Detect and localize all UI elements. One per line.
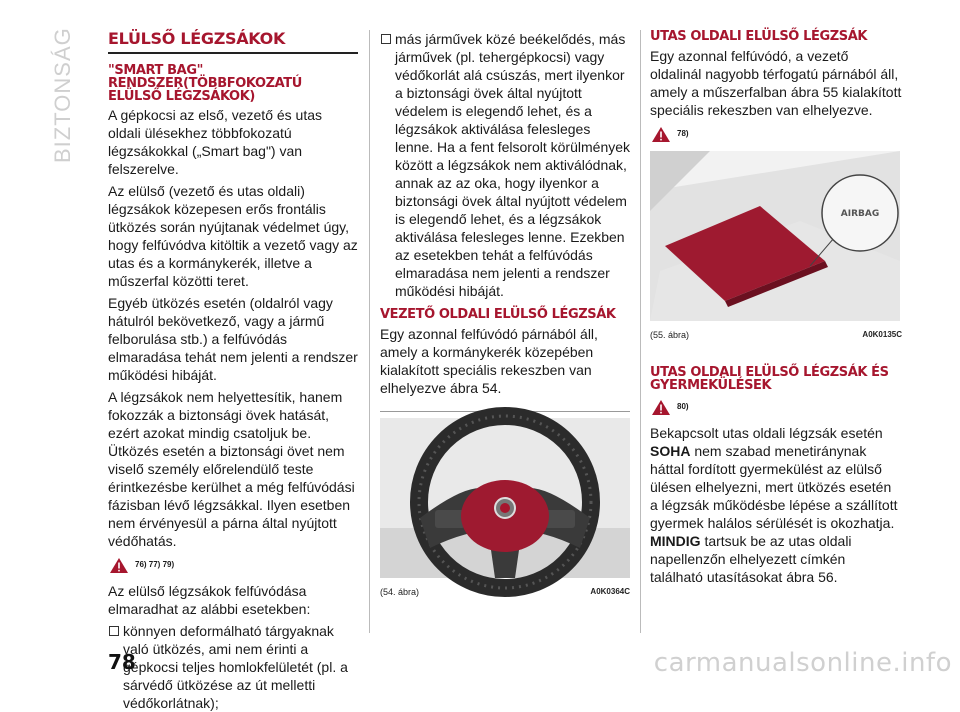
text-span: Bekapcsolt utas oldali légzsák esetén <box>650 425 883 441</box>
warning-icon <box>652 127 670 142</box>
warning-refs-text: 80) <box>677 402 689 411</box>
column-divider <box>369 30 370 633</box>
column-divider <box>640 30 641 633</box>
figure-dashboard-airbag <box>650 151 900 321</box>
steering-wheel-image <box>380 418 630 578</box>
warning-refs-text: 76) 77) 79) <box>135 560 175 569</box>
column-3 <box>650 30 902 590</box>
page-number: 78 <box>108 650 136 674</box>
driver-airbag-heading: VEZETŐ OLDALI ELÜLSŐ LÉGZSÁK <box>380 307 616 322</box>
figure-label: (54. ábra) <box>380 587 420 597</box>
checkbox-bullet-icon <box>381 34 391 44</box>
paragraph <box>650 424 902 586</box>
warning-reference <box>652 398 902 416</box>
paragraph: Egy azonnal felfúvódó párnából áll, amely a kormánykerék közepében kialakított speciális rekeszben van elhelyezve ábra 54. <box>380 326 598 396</box>
text-span: nem szabad menetiránynak háttal fordított gyermekülést az elülső ülésen elhelyezni, mert ütközés esetén a légzsák működésbe lépése a szállított gyermek halálos sérülését is okozhatja. <box>650 443 898 531</box>
page-title: ELÜLSŐ LÉGZSÁKOK <box>108 30 358 54</box>
figure-label: (55. ábra) <box>650 330 690 340</box>
smart-bag-heading: "SMART BAG" RENDSZER(TÖBBFOKOZATÚ ELÜLSŐ LÉGZSÁKOK) <box>108 63 302 104</box>
figure-code: A0K0135C <box>862 330 902 339</box>
watermark: carmanualsonline.info <box>653 648 952 678</box>
warning-reference <box>110 556 358 574</box>
list-item-text: más járművek közé beékelődés, más járművek (pl. tehergépkocsi) vagy védőkorlát alá csúszás, mert ilyenkor a biztonsági övek által nyújtott védelem is elegendő lehet, és a légzsákok aktiválása felesleges lenne. Ha a fent felsorolt körülmények között a légzsákok nem aktiválódnak, annak az az oka, hogy ilyenkor a biztonsági övek által nyújtott védelem is elegendő lehet, és a légzsákok aktiválása felesleges lenne. Ezekben az esetekben tehát a felfúvódás elmaradása nem jelenti a rendszer működési hibáját. <box>395 31 631 299</box>
warning-refs-text: 78) <box>677 129 689 138</box>
figure-caption <box>650 321 902 344</box>
warning-reference <box>652 125 902 143</box>
list-item-text: könnyen deformálható tárgyaknak való ütközés, ami nem érinti a gépkocsi teljes homlokfelületét (pl. a sárvédő ütközése az út melletti védőkorlátnak); <box>123 623 348 711</box>
warning-icon <box>110 558 128 573</box>
paragraph: A légzsákok nem helyettesítik, hanem fokozzák a biztonsági övek hatását, ezért azokat mindig csatoljuk be. Ütközés esetén a biztonsági övet nem viselő személy előrelendülő teste érintkezésbe kerülhet a még felfúvódási fázisban lévő légzsákkal. Ilyen esetben nem érvényesül a párna által nyújtott védőhatás. <box>108 389 355 549</box>
figure-steering-wheel <box>380 418 630 578</box>
section-side-label: BIZTONSÁG <box>50 27 75 163</box>
paragraph: Egy azonnal felfúvódó, a vezető oldalinál nagyobb térfogatú párnából áll, amely a műszerfalban ábra 55 kialakított speciális rekeszben van elhelyezve. <box>650 48 902 118</box>
column-1 <box>108 30 358 712</box>
list-item <box>108 622 358 712</box>
list-item <box>380 30 630 300</box>
passenger-airbag-child-seat-heading: UTAS OLDALI ELÜLSŐ LÉGZSÁK ÉS GYERMEKÜLÉSEK <box>650 365 889 393</box>
dashboard-airbag-image <box>650 151 900 321</box>
warning-icon <box>652 400 670 415</box>
figure-code: A0K0364C <box>590 587 630 596</box>
emphasis-always: MINDIG <box>650 533 701 549</box>
passenger-airbag-heading: UTAS OLDALI ELÜLSŐ LÉGZSÁK <box>650 29 868 44</box>
paragraph: Az elülső légzsákok felfúvódása elmaradhat az alábbi esetekben: <box>108 583 311 617</box>
text-span: tartsuk be az utas oldali napellenzőn elhelyezett címkén található utasításokat ábra 56. <box>650 533 852 585</box>
airbag-label-text: AIRBAG <box>840 209 880 219</box>
emphasis-never: SOHA <box>650 443 691 459</box>
paragraph: Az elülső (vezető és utas oldali) légzsákok közepesen erős frontális ütközés során nyújtanak védelmet úgy, hogy felfúvódva kitöltik a vezető vagy az utas és a kormánykerék, illetve a műszerfal közötti teret. <box>108 183 358 289</box>
paragraph: A gépkocsi az első, vezető és utas oldali ülésekhez többfokozatú légzsákokkal („Smart bag") van felszerelve. <box>108 107 323 177</box>
paragraph: Egyéb ütközés esetén (oldalról vagy hátulról bekövetkező, vagy a jármű felborulása stb.) a felfúvódás elmaradása tehát nem jelenti a rendszer működési hibáját. <box>108 295 358 383</box>
column-2 <box>380 30 630 601</box>
checkbox-bullet-icon <box>109 626 119 636</box>
